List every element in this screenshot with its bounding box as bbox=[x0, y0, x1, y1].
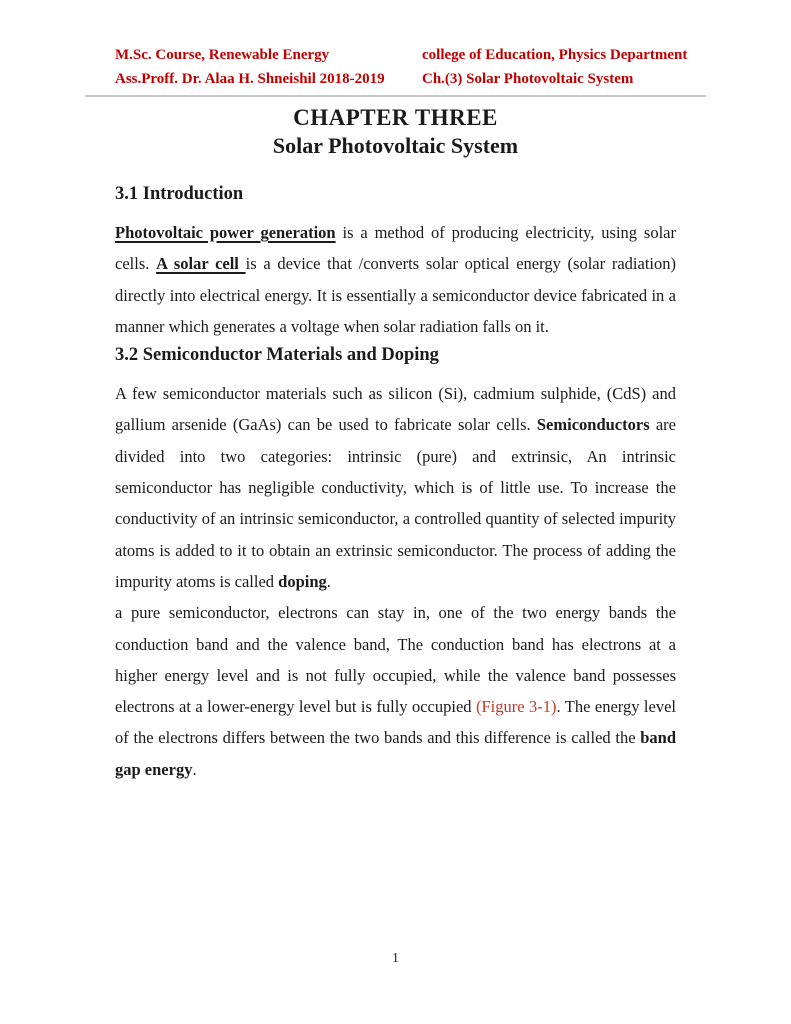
header-author-line: Ass.Proff. Dr. Alaa H. Shneishil 2018-2019 bbox=[115, 71, 385, 87]
section-heading-3-1: 3.1 Introduction bbox=[115, 184, 244, 204]
semiconductor-paragraph: A few semiconductor materials such as silicon (Si), cadmium sulphide, (CdS) and gallium arsenide (GaAs) can be used to fabricate solar cells. Semiconductors are divided into two categories: intrinsic (pure) and extrinsic, An intrinsic semiconductor has negligible conductivity, which is of little use. To increase the conductivity of an intrinsic semiconductor, a controlled quantity of selected impurity atoms is added to it to obtain an extrinsic semiconductor. The process of adding the impurity atoms is called doping. bbox=[115, 384, 676, 591]
page-number: 1 bbox=[392, 950, 399, 965]
chapter-subtitle: Solar Photovoltaic System bbox=[272, 133, 519, 158]
section-heading-3-2: 3.2 Semiconductor Materials and Doping bbox=[115, 345, 439, 366]
header-chapter-line: Ch.(3) Solar Photovoltaic System bbox=[422, 71, 634, 87]
page-header bbox=[115, 43, 688, 91]
chapter-title: CHAPTER THREE bbox=[293, 105, 498, 130]
header-right-column bbox=[422, 43, 687, 91]
header-course-line: M.Sc. Course, Renewable Energy bbox=[115, 47, 330, 63]
header-college-line: college of Education, Physics Department bbox=[422, 47, 688, 63]
energy-bands-paragraph: a pure semiconductor, electrons can stay in, one of the two energy bands the conduction band and the valence band, The conduction band has electrons at a higher energy level and is not fully occupied, while the valence band possesses electrons at a lower-energy level but is fully occupied (Figure 3-1). The energy level of the electrons differs between the two bands and this difference is called the band gap energy. bbox=[115, 603, 676, 779]
intro-paragraph: Photovoltaic power generation is a method of producing electricity, using solar cells. A solar cell is a device that /converts solar optical energy (solar radiation) directly into electrical energy. It is essentially a semiconductor device fabricated in a manner which generates a voltage when solar radiation falls on it. bbox=[115, 223, 676, 336]
header-left-column bbox=[115, 43, 422, 91]
header-divider bbox=[85, 95, 706, 97]
